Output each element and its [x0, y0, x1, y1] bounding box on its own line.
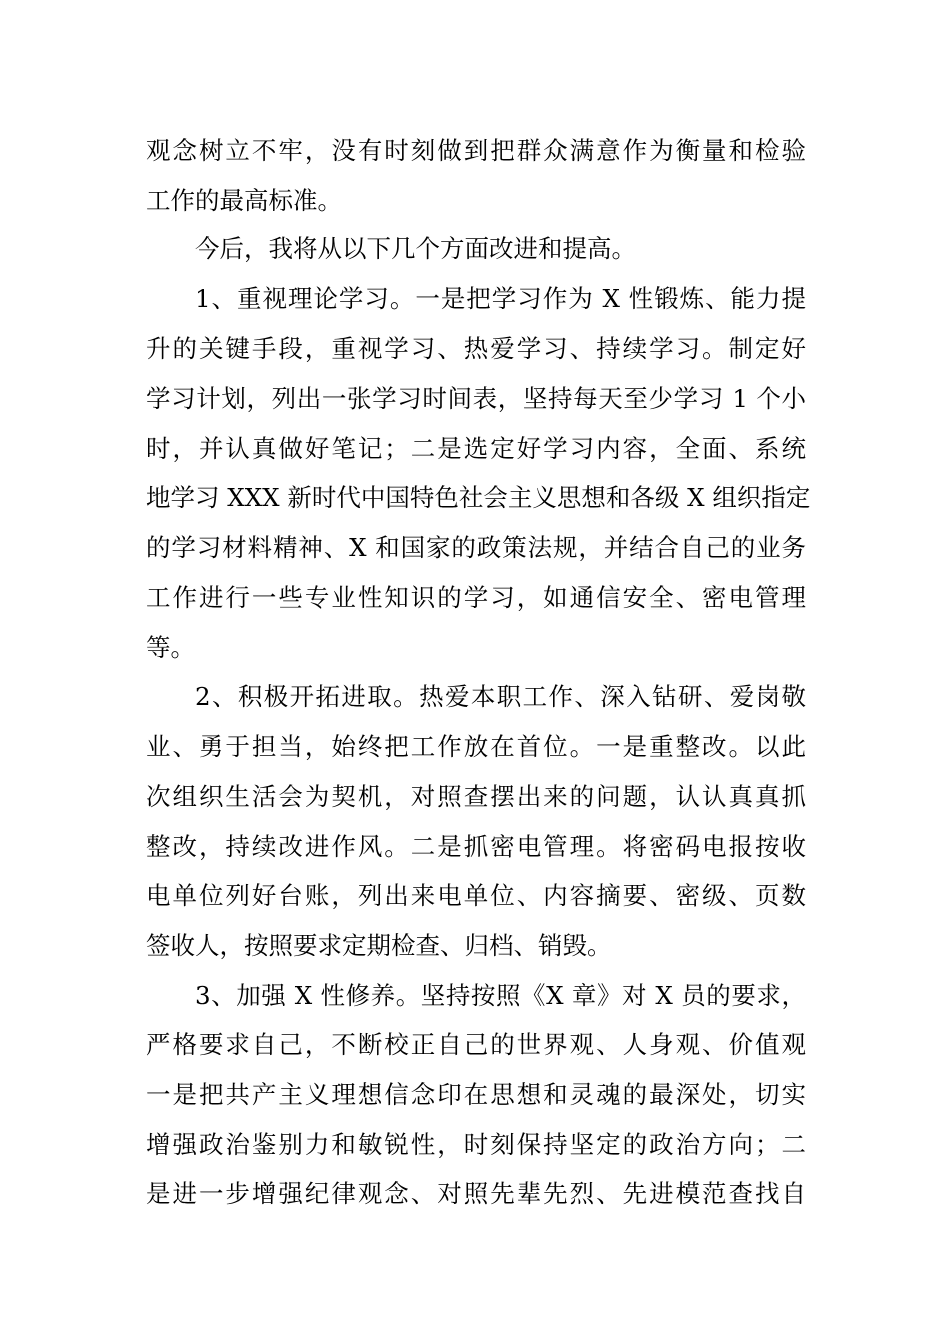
paragraph-line: 地学习 XXX 新时代中国特色社会主义思想和各级 X 组织指定	[146, 483, 811, 512]
paragraph-line: 是进一步增强纪律观念、对照先辈先烈、先进模范查找自	[146, 1179, 806, 1208]
paragraph-line: 3、加强 X 性修养。坚持按照《X 章》对 X 员的要求，	[195, 981, 806, 1010]
paragraph-line: 整改，持续改进作风。二是抓密电管理。将密码电报按收	[146, 832, 806, 861]
paragraph-line: 的学习材料精神、X 和国家的政策法规，并结合自己的业务	[146, 533, 806, 562]
paragraph-line: 等。	[146, 633, 195, 662]
paragraph-line: 业、勇于担当，始终把工作放在首位。一是重整改。以此	[146, 732, 806, 761]
paragraph-line: 增强政治鉴别力和敏锐性，时刻保持坚定的政治方向；二	[146, 1130, 806, 1159]
paragraph-line: 时，并认真做好笔记；二是选定好学习内容，全面、系统	[146, 434, 806, 463]
paragraph-line: 工作进行一些专业性知识的学习，如通信安全、密电管理	[146, 583, 806, 612]
paragraph-line: 今后，我将从以下几个方面改进和提高。	[195, 234, 636, 263]
paragraph-line: 次组织生活会为契机，对照查摆出来的问题，认认真真抓	[146, 782, 806, 811]
paragraph-line: 升的关键手段，重视学习、热爱学习、持续学习。制定好	[146, 334, 806, 363]
paragraph-line: 学习计划，列出一张学习时间表，坚持每天至少学习 1 个小	[146, 384, 806, 413]
paragraph-line: 观念树立不牢，没有时刻做到把群众满意作为衡量和检验	[146, 136, 806, 165]
paragraph-line: 1、重视理论学习。一是把学习作为 X 性锻炼、能力提	[195, 284, 806, 313]
paragraph-line: 工作的最高标准。	[146, 186, 342, 215]
paragraph-line: 签收人，按照要求定期检查、归档、销毁。	[146, 931, 612, 960]
paragraph-line: 严格要求自己，不断校正自己的世界观、人身观、价值观	[146, 1030, 806, 1059]
paragraph-line: 电单位列好台账，列出来电单位、内容摘要、密级、页数	[146, 881, 806, 910]
paragraph-line: 2、积极开拓进取。热爱本职工作、深入钻研、爱岗敬	[195, 682, 806, 711]
paragraph-line: 一是把共产主义理想信念印在思想和灵魂的最深处，切实	[146, 1080, 806, 1109]
